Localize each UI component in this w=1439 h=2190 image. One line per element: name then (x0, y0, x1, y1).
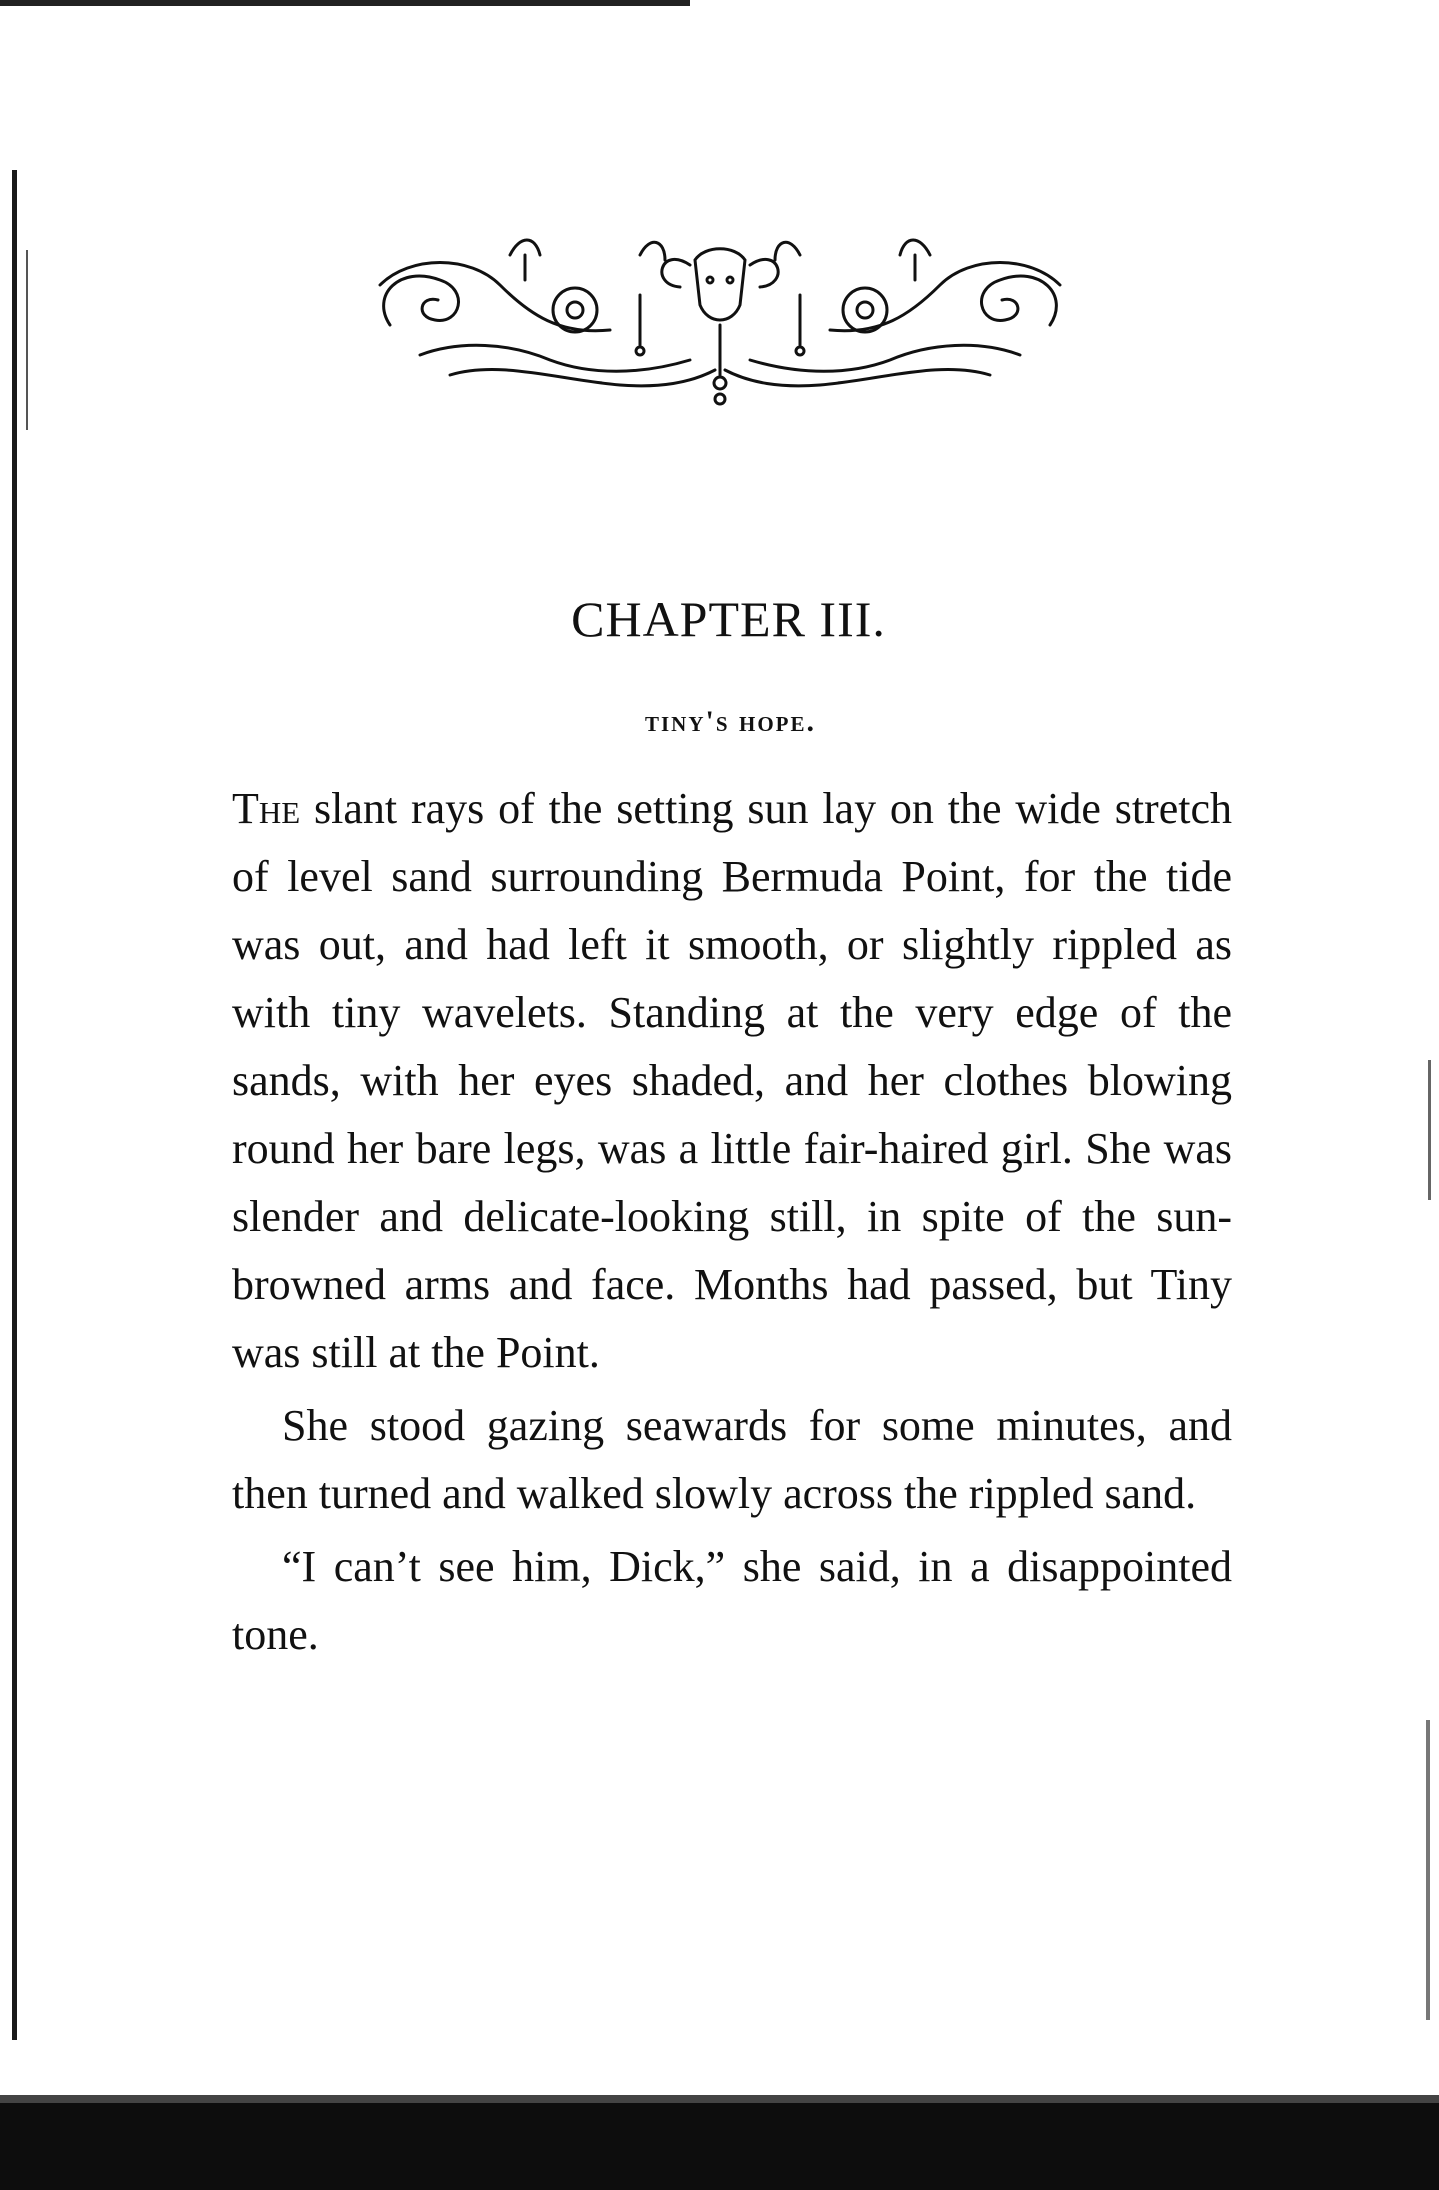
paragraph: “I can’t see him, Dick,” she said, in a disappointed tone. (232, 1542, 1232, 1659)
paragraph: She stood gazing seawards for some minutes, and then turned and walked slowly across the rippled sand. (232, 1401, 1232, 1518)
right-scan-mark-lower (1426, 1720, 1430, 2020)
floral-headpiece-icon (360, 225, 1080, 410)
chapter-title: CHAPTER III. (571, 591, 886, 647)
left-scan-edge-thin (26, 250, 28, 430)
paragraph-text: slant rays of the setting sun lay on the wide stretch of level sand surrounding Bermuda Point, for the tide was out, and had left it smooth, or slightly rippled as with tiny wavelets. Standing at the very edge of the sands, with her eyes shaded, and her clothes blowing round her bare legs, was a little fair-haired girl. She was slender and delicate-looking still, in spite of the sun-browned arms and face. Months had passed, but Tiny was still at the Point. (232, 784, 1232, 1377)
left-scan-edge (12, 170, 17, 2040)
paragraph-lead-word: The (232, 784, 301, 833)
bottom-scan-edge (0, 2095, 1439, 2190)
chapter-subtitle: tiny's hope. (644, 705, 817, 738)
right-scan-mark (1428, 1060, 1431, 1200)
top-scan-edge (0, 0, 690, 6)
bottom-scan-edge-highlight (0, 2095, 1439, 2103)
chapter-body (232, 775, 1232, 1669)
paragraph (232, 775, 1232, 1387)
